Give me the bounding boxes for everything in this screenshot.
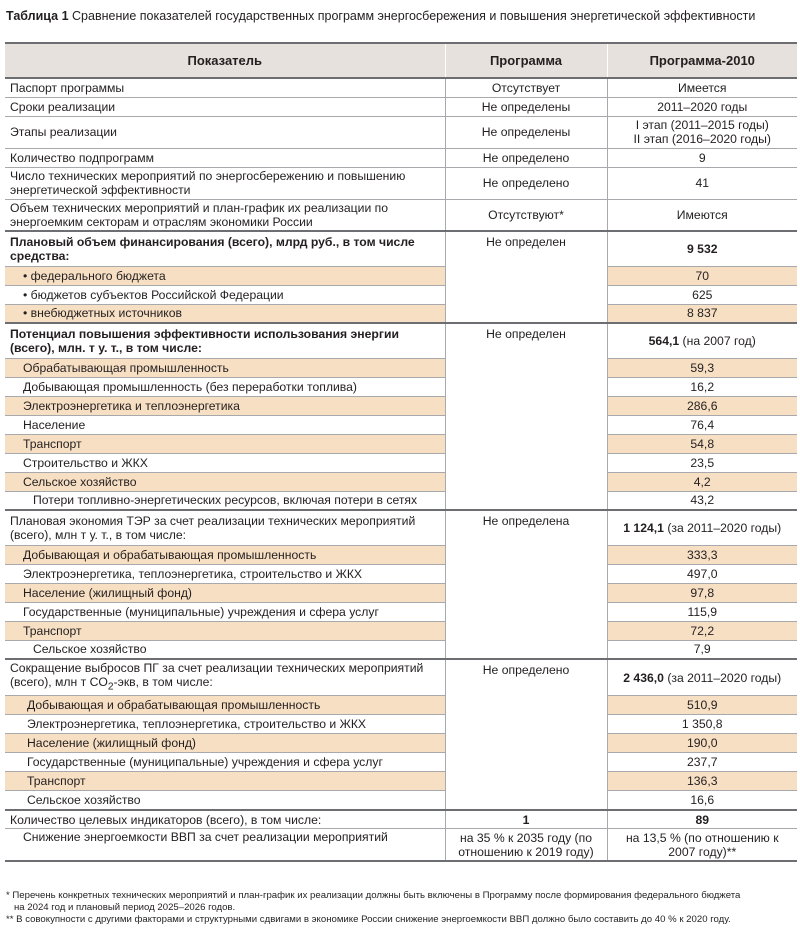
row-label: Сроки реализации <box>5 97 445 116</box>
potential-program-value: Не определен <box>445 323 607 510</box>
savings-item-row <box>5 640 797 659</box>
funding-item-row <box>5 304 797 323</box>
header-program-2010: Программа-2010 <box>607 43 797 78</box>
potential-total-cell <box>607 323 797 358</box>
savings-total: 1 124,1 <box>623 520 664 535</box>
program-value: Не определены <box>445 116 607 148</box>
savings-item-label: Электроэнергетика, теплоэнергетика, строительство и ЖКХ <box>5 564 445 583</box>
savings-item-label: Транспорт <box>5 621 445 640</box>
potential-item-label: Строительство и ЖКХ <box>5 453 445 472</box>
emissions-item-value: 190,0 <box>607 734 797 753</box>
table-caption <box>6 8 796 24</box>
potential-item-row <box>5 415 797 434</box>
indicators-program-2010-value: 89 <box>607 810 797 829</box>
potential-item-row <box>5 453 797 472</box>
savings-item-value: 333,3 <box>607 545 797 564</box>
potential-item-label: Транспорт <box>5 434 445 453</box>
potential-item-row <box>5 491 797 510</box>
program-2010-value: Имеются <box>607 199 797 231</box>
emissions-item-value: 510,9 <box>607 696 797 715</box>
funding-item-value: 70 <box>607 266 797 285</box>
table-row <box>5 199 797 231</box>
funding-item-row <box>5 266 797 285</box>
potential-total: 564,1 <box>648 333 680 348</box>
program-2010-value: 9 <box>607 148 797 167</box>
potential-item-label: Сельское хозяйство <box>5 472 445 491</box>
potential-item-value: 43,2 <box>607 491 797 510</box>
potential-item-value: 16,2 <box>607 377 797 396</box>
savings-item-value: 115,9 <box>607 602 797 621</box>
funding-item-row <box>5 285 797 304</box>
program-value: Отсутствуют* <box>445 199 607 231</box>
emissions-item-label: Транспорт <box>5 772 445 791</box>
emissions-item-row <box>5 753 797 772</box>
savings-item-label: Добывающая и обрабатывающая промышленность <box>5 545 445 564</box>
table-number: Таблица 1 <box>6 9 69 23</box>
potential-item-value: 4,2 <box>607 472 797 491</box>
savings-item-value: 72,2 <box>607 621 797 640</box>
funding-item-label: • федерального бюджета <box>5 266 445 285</box>
savings-total-note: (за 2011–2020 годы) <box>667 520 782 535</box>
funding-total: 9 532 <box>607 231 797 266</box>
table-row <box>5 116 797 148</box>
emissions-item-label: Электроэнергетика, теплоэнергетика, строительство и ЖКХ <box>5 715 445 734</box>
program-2010-value: Имеется <box>607 78 797 97</box>
potential-item-label: Добывающая промышленность (без переработки топлива) <box>5 377 445 396</box>
indicators-sub-program-2010-value: на 13,5 % (по отношению к 2007 году)** <box>607 829 797 861</box>
potential-label: Потенциал повышения эффективности использования энергии (всего), млн. т у. т., в том числе: <box>5 323 445 358</box>
table-row <box>5 167 797 199</box>
row-label: Этапы реализации <box>5 116 445 148</box>
funding-item-label: • бюджетов субъектов Российской Федерации <box>5 285 445 304</box>
funding-item-label: • внебюджетных источников <box>5 304 445 323</box>
emissions-item-value: 16,6 <box>607 791 797 810</box>
header-indicator: Показатель <box>5 43 445 78</box>
emissions-label-b: -экв, в том числе: <box>113 675 213 689</box>
emissions-item-label: Добывающая и обрабатывающая промышленность <box>5 696 445 715</box>
savings-program-value: Не определена <box>445 510 607 659</box>
emissions-item-row <box>5 715 797 734</box>
savings-item-row <box>5 583 797 602</box>
emissions-item-row <box>5 772 797 791</box>
emissions-item-label: Сельское хозяйство <box>5 791 445 810</box>
emissions-label-a: Сокращение выбросов ПГ за счет реализации технических мероприятий (всего), млн т CO <box>10 661 424 689</box>
savings-item-row <box>5 621 797 640</box>
row-label: Объем технических мероприятий и план-график их реализации по энергоемким секторам и отраслям экономики России <box>5 199 445 231</box>
row-label: Число технических мероприятий по энергосбережению и повышению энергетической эффективности <box>5 167 445 199</box>
funding-row <box>5 231 797 266</box>
stage-2: II этап (2016–2020 годы) <box>633 132 771 146</box>
emissions-label-sub: 2 <box>107 681 114 693</box>
potential-item-value: 76,4 <box>607 415 797 434</box>
emissions-item-row <box>5 696 797 715</box>
potential-item-row <box>5 396 797 415</box>
indicators-label: Количество целевых индикаторов (всего), в том числе: <box>5 810 445 829</box>
savings-item-row <box>5 564 797 583</box>
indicators-sub-program-value: на 35 % к 2035 году (по отношению к 2019 году) <box>445 829 607 861</box>
stage-1: I этап (2011–2015 годы) <box>635 118 769 132</box>
potential-item-label: Население <box>5 415 445 434</box>
emissions-item-row <box>5 734 797 753</box>
header-program: Программа <box>445 43 607 78</box>
savings-item-row <box>5 545 797 564</box>
comparison-table <box>5 42 797 862</box>
potential-item-row <box>5 377 797 396</box>
program-2010-value <box>607 116 797 148</box>
table-header-row <box>5 43 797 78</box>
savings-row <box>5 510 797 545</box>
emissions-item-label: Государственные (муниципальные) учреждения и сфера услуг <box>5 753 445 772</box>
potential-item-label: Потери топливно-энергетических ресурсов, включая потери в сетях <box>5 491 445 510</box>
savings-label: Плановая экономия ТЭР за счет реализации технических мероприятий (всего), млн т у. т., в том числе: <box>5 510 445 545</box>
emissions-item-value: 1 350,8 <box>607 715 797 734</box>
emissions-item-value: 237,7 <box>607 753 797 772</box>
potential-item-value: 23,5 <box>607 453 797 472</box>
potential-item-row <box>5 358 797 377</box>
emissions-item-value: 136,3 <box>607 772 797 791</box>
savings-item-label: Сельское хозяйство <box>5 640 445 659</box>
program-value: Не определено <box>445 167 607 199</box>
savings-item-value: 7,9 <box>607 640 797 659</box>
potential-item-row <box>5 434 797 453</box>
program-2010-value: 41 <box>607 167 797 199</box>
program-2010-value: 2011–2020 годы <box>607 97 797 116</box>
table-title: Сравнение показателей государственных программ энергосбережения и повышения энергетической эффективности <box>72 9 756 23</box>
footnote-1: * Перечень конкретных технических мероприятий и план-график их реализации должны быть включены в Программу после формирования федерального бюджета <box>6 890 741 901</box>
potential-item-label: Обрабатывающая промышленность <box>5 358 445 377</box>
emissions-program-value: Не определено <box>445 659 607 810</box>
program-value: Не определено <box>445 148 607 167</box>
table-row <box>5 148 797 167</box>
emissions-row <box>5 659 797 696</box>
funding-program-value: Не определен <box>445 231 607 323</box>
potential-item-row <box>5 472 797 491</box>
potential-item-value: 286,6 <box>607 396 797 415</box>
table-row <box>5 97 797 116</box>
program-value: Отсутствует <box>445 78 607 97</box>
savings-item-value: 97,8 <box>607 583 797 602</box>
savings-item-label: Население (жилищный фонд) <box>5 583 445 602</box>
program-value: Не определены <box>445 97 607 116</box>
emissions-item-row <box>5 791 797 810</box>
potential-item-value: 59,3 <box>607 358 797 377</box>
footnote-2: ** В совокупности с другими факторами и структурными сдвигами в экономике России снижение энергоемкости ВВП должно было составить до 40 % к 2020 году. <box>6 914 731 925</box>
funding-item-value: 625 <box>607 285 797 304</box>
potential-total-note: (на 2007 год) <box>682 333 756 348</box>
emissions-total: 2 436,0 <box>623 670 664 685</box>
row-label: Паспорт программы <box>5 78 445 97</box>
potential-item-label: Электроэнергетика и теплоэнергетика <box>5 396 445 415</box>
funding-item-value: 8 837 <box>607 304 797 323</box>
indicators-sub-row <box>5 829 797 861</box>
emissions-label <box>5 659 445 696</box>
emissions-total-note: (за 2011–2020 годы) <box>667 670 782 685</box>
emissions-item-label: Население (жилищный фонд) <box>5 734 445 753</box>
funding-label: Плановый объем финансирования (всего), млрд руб., в том числе средства: <box>5 231 445 266</box>
potential-item-value: 54,8 <box>607 434 797 453</box>
indicators-program-value: 1 <box>445 810 607 829</box>
footnotes <box>6 890 796 926</box>
indicators-sub-label: Снижение энергоемкости ВВП за счет реализации мероприятий <box>5 829 445 861</box>
table-row <box>5 78 797 97</box>
row-label: Количество подпрограмм <box>5 148 445 167</box>
savings-item-row <box>5 602 797 621</box>
emissions-total-cell <box>607 659 797 696</box>
footnote-1-continued: на 2024 год и плановый период 2025–2026 годов. <box>14 902 236 913</box>
savings-item-value: 497,0 <box>607 564 797 583</box>
savings-total-cell <box>607 510 797 545</box>
indicators-row <box>5 810 797 829</box>
savings-item-label: Государственные (муниципальные) учреждения и сфера услуг <box>5 602 445 621</box>
potential-row <box>5 323 797 358</box>
